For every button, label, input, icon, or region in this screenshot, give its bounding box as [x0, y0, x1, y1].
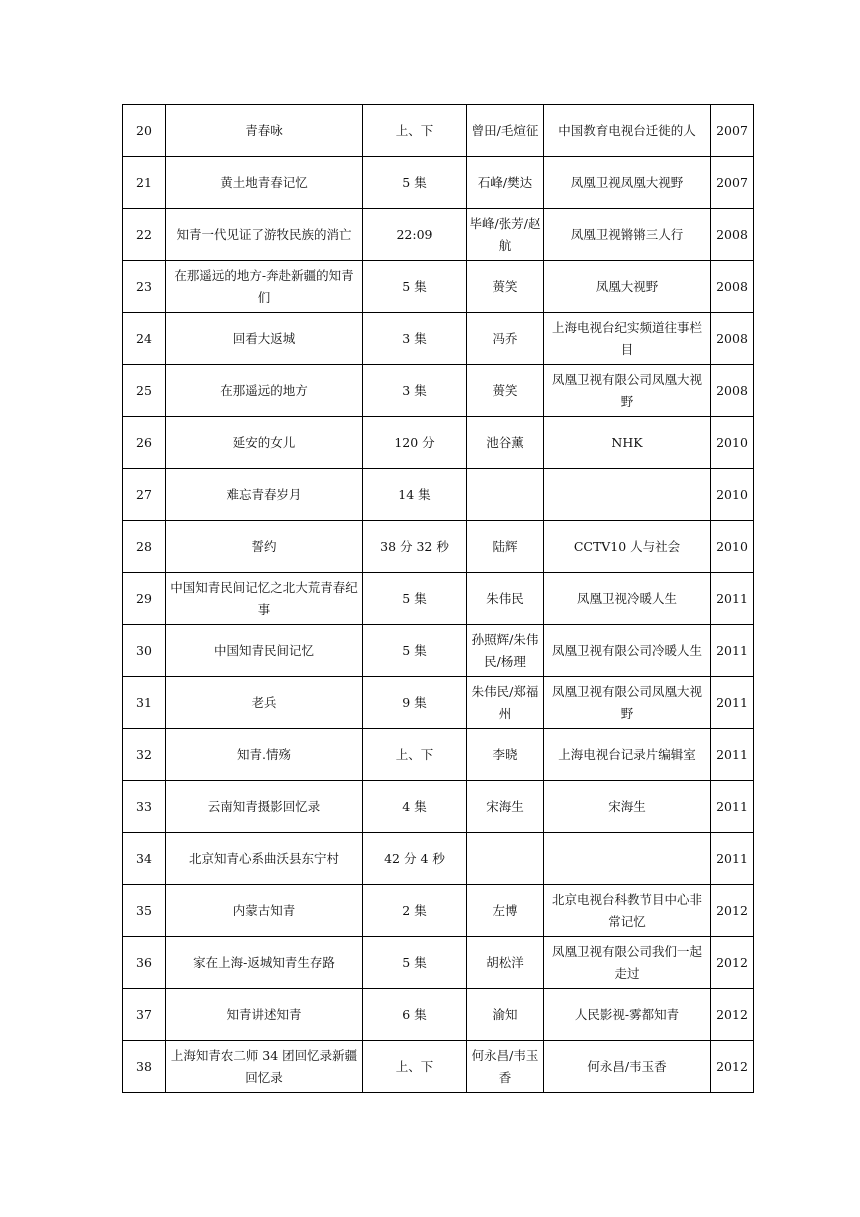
- row-number-cell: 38: [123, 1041, 166, 1093]
- length-cell: 5 集: [363, 157, 467, 209]
- director-cell: 石峰/樊达: [467, 157, 544, 209]
- title-cell: 在那遥远的地方-奔赴新疆的知青们: [166, 261, 363, 313]
- director-cell: 蒉笑: [467, 261, 544, 313]
- table-row: [123, 469, 754, 521]
- length-cell: 上、下: [363, 1041, 467, 1093]
- title-cell: 家在上海-返城知青生存路: [166, 937, 363, 989]
- year-cell: 2011: [711, 729, 754, 781]
- length-cell: 5 集: [363, 937, 467, 989]
- year-cell: 2012: [711, 989, 754, 1041]
- year-cell: 2012: [711, 885, 754, 937]
- source-cell: 上海电视台纪实频道往事栏目: [544, 313, 711, 365]
- title-cell: 云南知青摄影回忆录: [166, 781, 363, 833]
- source-cell: [544, 469, 711, 521]
- row-number-cell: 29: [123, 573, 166, 625]
- year-cell: 2008: [711, 313, 754, 365]
- row-number-cell: 36: [123, 937, 166, 989]
- source-cell: 凤凰卫视有限公司我们一起走过: [544, 937, 711, 989]
- source-cell: 凤凰大视野: [544, 261, 711, 313]
- director-cell: 冯乔: [467, 313, 544, 365]
- year-cell: 2008: [711, 365, 754, 417]
- title-cell: 老兵: [166, 677, 363, 729]
- row-number-cell: 30: [123, 625, 166, 677]
- length-cell: 22:09: [363, 209, 467, 261]
- table-row: [123, 521, 754, 573]
- row-number-cell: 23: [123, 261, 166, 313]
- title-cell: 誓约: [166, 521, 363, 573]
- length-cell: 38 分 32 秒: [363, 521, 467, 573]
- source-cell: 凤凰卫视有限公司冷暖人生: [544, 625, 711, 677]
- source-cell: [544, 833, 711, 885]
- row-number-cell: 21: [123, 157, 166, 209]
- source-cell: 凤凰卫视冷暖人生: [544, 573, 711, 625]
- director-cell: 胡松洋: [467, 937, 544, 989]
- year-cell: 2011: [711, 625, 754, 677]
- length-cell: 5 集: [363, 625, 467, 677]
- length-cell: 上、下: [363, 105, 467, 157]
- source-cell: CCTV10 人与社会: [544, 521, 711, 573]
- title-cell: 青春咏: [166, 105, 363, 157]
- title-cell: 在那遥远的地方: [166, 365, 363, 417]
- table-row: [123, 833, 754, 885]
- year-cell: 2007: [711, 105, 754, 157]
- source-cell: 凤凰卫视有限公司凤凰大视野: [544, 677, 711, 729]
- year-cell: 2008: [711, 209, 754, 261]
- length-cell: 5 集: [363, 261, 467, 313]
- title-cell: 知青讲述知青: [166, 989, 363, 1041]
- table-row: [123, 209, 754, 261]
- length-cell: 6 集: [363, 989, 467, 1041]
- row-number-cell: 22: [123, 209, 166, 261]
- title-cell: 知青.情殇: [166, 729, 363, 781]
- year-cell: 2012: [711, 937, 754, 989]
- row-number-cell: 28: [123, 521, 166, 573]
- source-cell: 中国教育电视台迁徙的人: [544, 105, 711, 157]
- source-cell: 上海电视台记录片编辑室: [544, 729, 711, 781]
- table-row: [123, 157, 754, 209]
- title-cell: 中国知青民间记忆: [166, 625, 363, 677]
- length-cell: 3 集: [363, 365, 467, 417]
- director-cell: 陆辉: [467, 521, 544, 573]
- table-row: [123, 937, 754, 989]
- year-cell: 2010: [711, 417, 754, 469]
- length-cell: 4 集: [363, 781, 467, 833]
- year-cell: 2011: [711, 573, 754, 625]
- title-cell: 知青一代见证了游牧民族的消亡: [166, 209, 363, 261]
- table-row: [123, 729, 754, 781]
- source-cell: 凤凰卫视凤凰大视野: [544, 157, 711, 209]
- year-cell: 2011: [711, 677, 754, 729]
- year-cell: 2012: [711, 1041, 754, 1093]
- table-row: [123, 625, 754, 677]
- table-row: [123, 989, 754, 1041]
- row-number-cell: 34: [123, 833, 166, 885]
- title-cell: 难忘青春岁月: [166, 469, 363, 521]
- table-row: [123, 885, 754, 937]
- director-cell: 孙照辉/朱伟民/杨理: [467, 625, 544, 677]
- length-cell: 2 集: [363, 885, 467, 937]
- table-row: [123, 105, 754, 157]
- table-row: [123, 1041, 754, 1093]
- year-cell: 2011: [711, 781, 754, 833]
- length-cell: 上、下: [363, 729, 467, 781]
- year-cell: 2010: [711, 469, 754, 521]
- table-row: [123, 573, 754, 625]
- row-number-cell: 25: [123, 365, 166, 417]
- row-number-cell: 27: [123, 469, 166, 521]
- director-cell: 蒉笑: [467, 365, 544, 417]
- director-cell: 宋海生: [467, 781, 544, 833]
- source-cell: 凤凰卫视锵锵三人行: [544, 209, 711, 261]
- director-cell: 左博: [467, 885, 544, 937]
- year-cell: 2007: [711, 157, 754, 209]
- source-cell: 何永昌/韦玉香: [544, 1041, 711, 1093]
- documentary-table: [122, 104, 754, 1093]
- year-cell: 2010: [711, 521, 754, 573]
- title-cell: 内蒙古知青: [166, 885, 363, 937]
- source-cell: 北京电视台科教节目中心非常记忆: [544, 885, 711, 937]
- source-cell: 人民影视-雾都知青: [544, 989, 711, 1041]
- source-cell: NHK: [544, 417, 711, 469]
- row-number-cell: 33: [123, 781, 166, 833]
- table-row: [123, 313, 754, 365]
- row-number-cell: 32: [123, 729, 166, 781]
- title-cell: 中国知青民间记忆之北大荒青春纪事: [166, 573, 363, 625]
- title-cell: 黄土地青春记忆: [166, 157, 363, 209]
- length-cell: 9 集: [363, 677, 467, 729]
- length-cell: 42 分 4 秒: [363, 833, 467, 885]
- year-cell: 2011: [711, 833, 754, 885]
- director-cell: 李晓: [467, 729, 544, 781]
- row-number-cell: 35: [123, 885, 166, 937]
- director-cell: 朱伟民/郑福州: [467, 677, 544, 729]
- row-number-cell: 26: [123, 417, 166, 469]
- source-cell: 凤凰卫视有限公司凤凰大视野: [544, 365, 711, 417]
- source-cell: 宋海生: [544, 781, 711, 833]
- director-cell: [467, 469, 544, 521]
- director-cell: 渝知: [467, 989, 544, 1041]
- length-cell: 3 集: [363, 313, 467, 365]
- length-cell: 120 分: [363, 417, 467, 469]
- title-cell: 延安的女儿: [166, 417, 363, 469]
- length-cell: 5 集: [363, 573, 467, 625]
- row-number-cell: 20: [123, 105, 166, 157]
- table-row: [123, 781, 754, 833]
- director-cell: 池谷薰: [467, 417, 544, 469]
- director-cell: [467, 833, 544, 885]
- length-cell: 14 集: [363, 469, 467, 521]
- table-row: [123, 417, 754, 469]
- director-cell: 朱伟民: [467, 573, 544, 625]
- table-row: [123, 261, 754, 313]
- title-cell: 北京知青心系曲沃县东宁村: [166, 833, 363, 885]
- director-cell: 曾田/毛煊征: [467, 105, 544, 157]
- table-row: [123, 677, 754, 729]
- row-number-cell: 31: [123, 677, 166, 729]
- title-cell: 上海知青农二师 34 团回忆录新疆回忆录: [166, 1041, 363, 1093]
- director-cell: 毕峰/张芳/赵航: [467, 209, 544, 261]
- row-number-cell: 37: [123, 989, 166, 1041]
- director-cell: 何永昌/韦玉香: [467, 1041, 544, 1093]
- row-number-cell: 24: [123, 313, 166, 365]
- title-cell: 回看大返城: [166, 313, 363, 365]
- table-body: [123, 105, 754, 1093]
- year-cell: 2008: [711, 261, 754, 313]
- table-row: [123, 365, 754, 417]
